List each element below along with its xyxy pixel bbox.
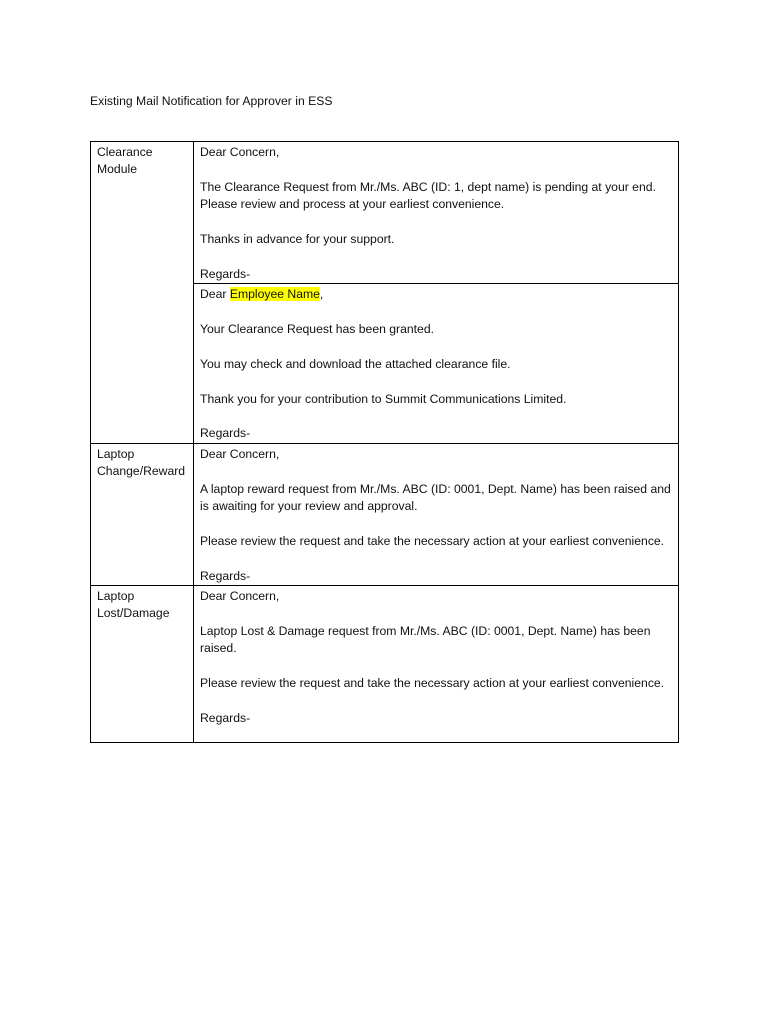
mail-body-laptop-lost [194,586,679,743]
greeting-prefix: Dear [200,287,230,302]
mail-paragraph: You may check and download the attached clearance file. [200,356,511,371]
module-label-laptop-change: Laptop Change/Reward [97,446,186,479]
mail-paragraph: Thanks in advance for your support. [200,232,395,246]
mail-paragraph: The Clearance Request from Mr./Ms. ABC (ID: 1, dept name) is pending at your end. Please review and process at your earliest convenience. [200,179,656,212]
table-row-laptop-lost [91,586,679,743]
mail-body-clearance-granted [194,284,679,444]
table-row-clearance [91,142,679,284]
mail-signoff: Regards- [200,266,251,281]
module-cell-laptop-change [91,443,194,585]
greeting-suffix: , [319,287,324,302]
module-label-laptop-lost: Laptop Lost/Damage [97,589,170,621]
mail-paragraph: Laptop Lost & Damage request from Mr./Ms. ABC (ID: 0001, Dept. Name) has been raised. [200,623,651,656]
mail-greeting: Dear Concern, [200,446,280,461]
module-label-clearance: Clearance Module [97,145,153,177]
mail-paragraph: Please review the request and take the necessary action at your earliest convenience. [200,676,665,690]
mail-paragraph: Your Clearance Request has been granted. [200,322,434,336]
module-cell-laptop-lost [91,586,194,743]
mail-paragraph: A laptop reward request from Mr./Ms. ABC (ID: 0001, Dept. Name) has been raised and is awaiting for your review and approval. [200,481,671,513]
mail-greeting [200,286,672,303]
employee-name-placeholder: Employee Name [229,287,320,302]
mail-paragraph: Please review the request and take the necessary action at your earliest convenience. [200,533,665,548]
table-row-laptop-change [91,443,679,585]
mail-greeting: Dear Concern, [200,145,280,159]
mail-body-laptop-change [194,443,679,585]
mail-signoff: Regards- [200,710,251,725]
mail-paragraph: Thank you for your contribution to Summit Communications Limited. [200,391,567,406]
mail-notification-table [90,141,679,743]
module-cell-clearance [91,142,194,444]
document-title: Existing Mail Notification for Approver in ESS [90,94,333,108]
mail-body-clearance-pending [194,142,679,284]
mail-greeting: Dear Concern, [200,589,280,603]
mail-signoff: Regards- [200,568,251,583]
mail-signoff: Regards- [200,426,251,441]
